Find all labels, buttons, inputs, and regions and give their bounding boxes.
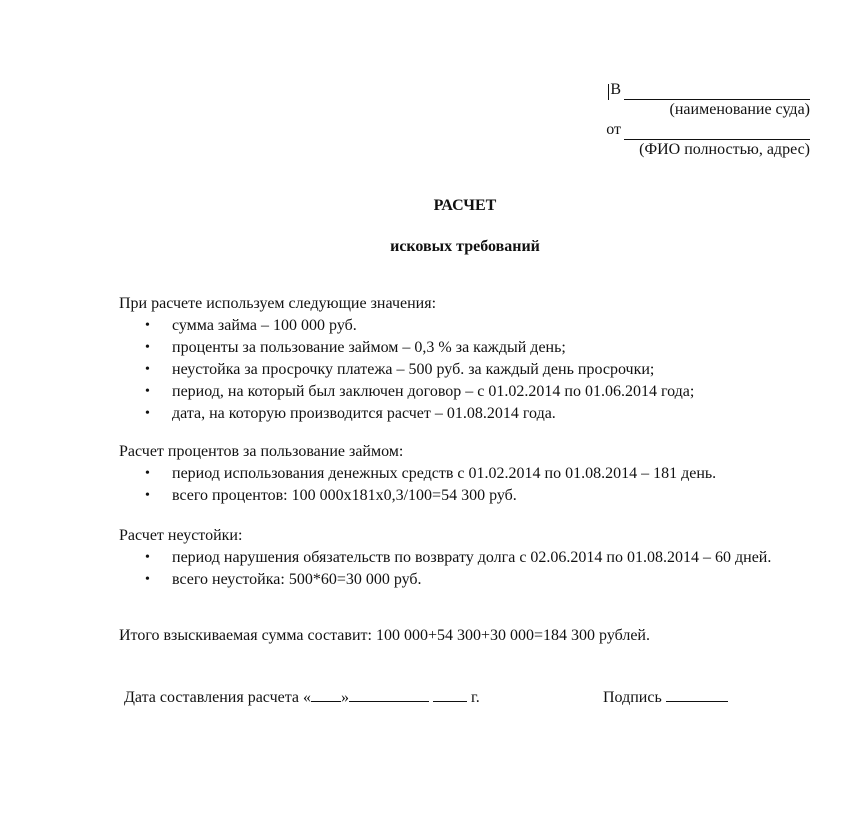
bullet-icon: • <box>145 318 150 333</box>
bullet-icon: • <box>145 488 150 503</box>
month-field[interactable] <box>349 686 429 702</box>
list-item: • проценты за пользование займом – 0,3 % за каждый день; <box>119 337 809 359</box>
signature-line <box>603 686 728 707</box>
court-name-field[interactable] <box>624 84 810 100</box>
signature-field[interactable] <box>666 686 728 702</box>
list-item: • период, на который был заключен договор – с 01.02.2014 по 01.06.2014 года; <box>119 381 809 403</box>
bullet-icon: • <box>145 340 150 355</box>
day-field[interactable] <box>311 686 341 702</box>
signature-label: Подпись <box>603 689 662 706</box>
penalty-section <box>119 525 809 591</box>
list-item: • дата, на которую производится расчет – 01.08.2014 года. <box>119 403 809 425</box>
year-field[interactable] <box>433 686 467 702</box>
from-caption: (ФИО полностью, адрес) <box>639 141 810 158</box>
list-item: • всего процентов: 100 000х181х0,3/100=54 300 руб. <box>119 485 809 507</box>
date-label: Дата составления расчета « <box>124 689 312 706</box>
list-item: • сумма займа – 100 000 руб. <box>119 315 809 337</box>
date-close-quote: » <box>341 689 350 706</box>
interest-intro: Расчет процентов за пользование займом: <box>119 443 404 460</box>
values-intro: При расчете используем следующие значения: <box>119 295 437 312</box>
applicant-name-field[interactable] <box>624 124 810 140</box>
court-caption: (наименование суда) <box>669 101 810 118</box>
total-sum: Итого взыскиваемая сумма составит: 100 000+54 300+30 000=184 300 рублей. <box>119 627 650 644</box>
bullet-icon: • <box>145 384 150 399</box>
bullet-icon: • <box>145 572 150 587</box>
bullet-icon: • <box>145 466 150 481</box>
court-line <box>590 80 810 100</box>
values-list <box>119 315 809 425</box>
list-item: • всего неустойка: 500*60=30 000 руб. <box>119 569 809 591</box>
interest-list <box>119 463 809 507</box>
list-item: • период нарушения обязательств по возврату долга с 02.06.2014 по 01.08.2014 – 60 дней. <box>119 547 809 569</box>
court-prefix: В <box>610 81 621 98</box>
bullet-icon: • <box>145 362 150 377</box>
list-item: • неустойка за просрочку платежа – 500 руб. за каждый день просрочки; <box>119 359 809 381</box>
date-line <box>124 686 480 707</box>
bullet-icon: • <box>145 550 150 565</box>
signature-row <box>124 686 744 708</box>
penalty-list <box>119 547 809 591</box>
addressee-block <box>590 80 810 160</box>
penalty-intro: Расчет неустойки: <box>119 527 243 544</box>
interest-section <box>119 441 809 507</box>
values-section <box>119 293 809 425</box>
bullet-icon: • <box>145 406 150 421</box>
from-prefix: от <box>606 121 621 138</box>
list-item: • период использования денежных средств с 01.02.2014 по 01.08.2014 – 181 день. <box>119 463 809 485</box>
text-cursor <box>608 84 610 100</box>
year-suffix: г. <box>471 689 480 706</box>
document-title: РАСЧЕТ <box>433 197 497 214</box>
from-line <box>590 120 810 140</box>
document-subtitle: исковых требований <box>390 238 540 255</box>
